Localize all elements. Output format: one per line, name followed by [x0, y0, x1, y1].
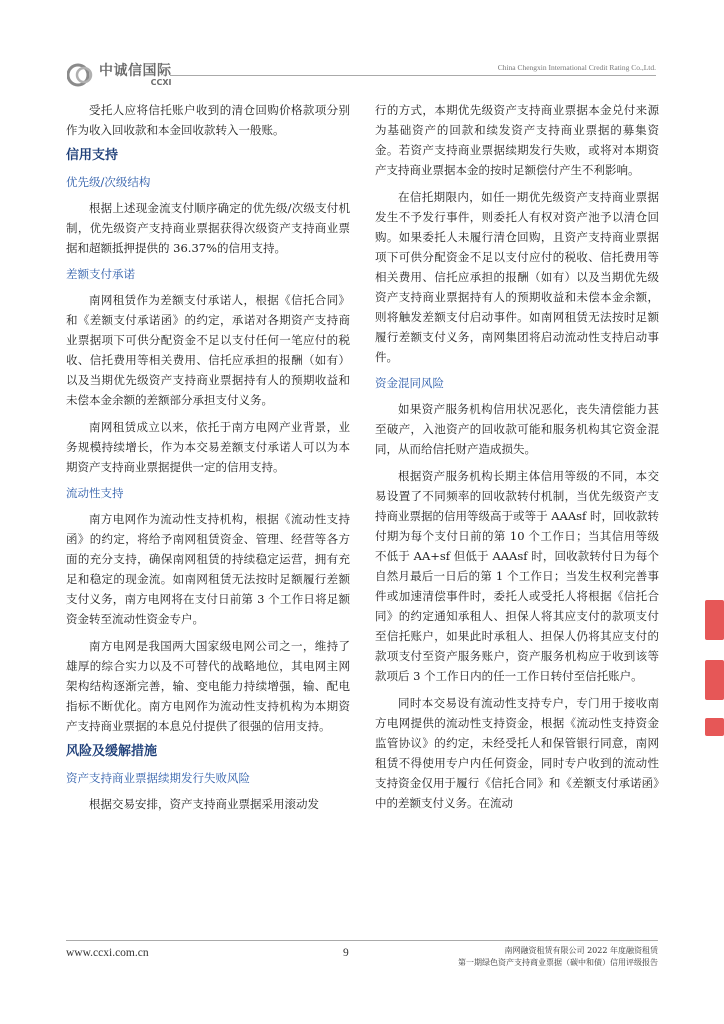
seal-stamp-fragment — [705, 718, 724, 736]
seal-stamp-fragment — [705, 660, 724, 700]
section-heading-credit-support: 信用支持 — [66, 148, 119, 163]
subheading-priority-structure: 优先级/次级结构 — [66, 175, 151, 189]
commingling-paragraph-1: 如果资产服务机构信用状况恶化，丧失清偿能力甚至破产，入池资产的回收款可能和服务机构其它资金混同，从而给信托财产造成损失。 — [375, 402, 659, 456]
footer-website-link[interactable]: www.ccxi.com.cn — [66, 947, 149, 959]
footer-report-line-1: 南网融资租赁有限公司 2022 年度融资租赁 — [504, 946, 658, 955]
subheading-deficiency-payment: 差额支付承诺 — [66, 267, 135, 281]
page-footer — [0, 940, 724, 1000]
seal-stamp-fragment — [705, 600, 724, 640]
liquidity-paragraph-1: 南方电网作为流动性支持机构，根据《流动性支持函》的约定，将给予南网租赁资金、管理、经营等各方面的充分支持，确保南网租赁的持续稳定运营，拥有充足和稳定的现金流。如南网租赁无法按时足额履行差额支付义务，南方电网将在支付日前第 3 个工作日将足额资金转至流动性资金专户。 — [66, 512, 350, 626]
logo-en-text: CCXI — [150, 77, 172, 87]
left-column — [66, 100, 350, 821]
right-column — [375, 100, 659, 820]
header-divider — [170, 75, 656, 76]
section-heading-risk: 风险及缓解措施 — [66, 744, 158, 759]
page-number: 9 — [343, 947, 349, 959]
rollover-paragraph-2: 在信托期限内，如任一期优先级资产支持商业票据发生不予发行事件，则委托人有权对资产池予以清仓回购。如果委托人未履行清仓回购，且资产支持商业票据项下可供分配资金不足以支付应付的税收、信托费用等相关费用、信托应承担的报酬（如有）以及当期优先级资产支持商业票据持有人的预期收益和未偿本金余额，则将触发差额支付启动事件。如南网租赁无法按时足额履行差额支付义务，南网集团将启动流动性支持启动事件。 — [375, 190, 659, 364]
footer-divider — [66, 940, 658, 941]
company-english-name: China Chengxin International Credit Rating Co.,Ltd. — [497, 63, 656, 72]
rollover-paragraph-continued: 行的方式，本期优先级资产支持商业票据本金兑付来源为基础资产的回款和续发资产支持商业票据的募集资金。若资产支持商业票据续期发行失败，或将对本期资产支持商业票据本金的按时足额偿付产生不利影响。 — [375, 103, 659, 177]
commingling-paragraph-3: 同时本交易设有流动性支持专户，专门用于接收南方电网提供的流动性支持资金，根据《流动性支持资金监管协议》的约定，未经受托人和保管银行同意，南网租赁不得使用专户内任何资金，同时专户收到的流动性支持资金仅用于履行《信托合同》和《差额支付承诺函》中的差额支付义务。在流动 — [375, 696, 659, 810]
deficiency-paragraph-1: 南网租赁作为差额支付承诺人，根据《信托合同》和《差额支付承诺函》的约定，承诺对各期资产支持商业票据项下可供分配资金不足以支付任何一笔应付的税收、信托费用等相关费用、信托应承担的报酬（如有）以及当期优先级资产支持商业票据持有人的预期收益和未偿本金余额的差额部分承担支付义务。 — [66, 293, 350, 407]
deficiency-paragraph-2: 南网租赁成立以来，依托于南方电网产业背景，业务规模持续增长，作为本交易差额支付承诺人可以为本期资产支持商业票据提供一定的信用支持。 — [66, 420, 350, 474]
subheading-rollover-risk: 资产支持商业票据续期发行失败风险 — [66, 771, 250, 785]
rollover-paragraph: 根据交易安排，资产支持商业票据采用滚动发 — [89, 797, 319, 811]
liquidity-paragraph-2: 南方电网是我国两大国家级电网公司之一，维持了雄厚的综合实力以及不可替代的战略地位，其电网主网架构结构逐渐完善，输、变电能力持续增强，输、配电指标不断优化。南方电网作为流动性支持机构为本期资产支持商业票据的本息兑付提供了很强的信用支持。 — [66, 639, 350, 733]
footer-report-title — [458, 945, 658, 969]
ccxi-logo — [67, 62, 172, 88]
intro-paragraph: 受托人应将信托账户收到的清仓回购价格款项分别作为收入回收款和本金回收款转入一般账。 — [66, 103, 350, 137]
footer-report-line-2: 第一期绿色资产支持商业票据（碳中和债）信用评级报告 — [458, 958, 658, 967]
page-header — [0, 0, 724, 100]
subheading-commingling-risk: 资金混同风险 — [375, 376, 444, 390]
commingling-paragraph-2: 根据资产服务机构长期主体信用等级的不同，本交易设置了不同频率的回收款转付机制，当优先级资产支持商业票据的信用等级高于或等于 AAAsf 时，回收款转付期为每个支付日前的第 10 个工作日；当其信用等级不低于 AA+sf 但低于 AAAsf 时，回收款转付日为每个自然月最后一日后的第 1 个工作日；当发生权利完善事件或加速清偿事件时，委托人或受托人将根据《信托合同》的约定通知承租人、担保人将其应支付的款项支付至信托账户，如果此时承租人、担保人仍将其应支付的款项支付至资产服务账户，资产服务机构应于收到该等款项后 3 个工作日内的任一工作日转付至信托账户。 — [375, 469, 659, 683]
subheading-liquidity-support: 流动性支持 — [66, 486, 124, 500]
ccxi-logo-icon — [67, 62, 95, 88]
priority-structure-paragraph: 根据上述现金流支付顺序确定的优先级/次级支付机制，优先级资产支持商业票据获得次级资产支持商业票据和超额抵押提供的 36.37%的信用支持。 — [66, 201, 350, 255]
logo-cn-text: 中诚信国际 — [99, 62, 172, 79]
